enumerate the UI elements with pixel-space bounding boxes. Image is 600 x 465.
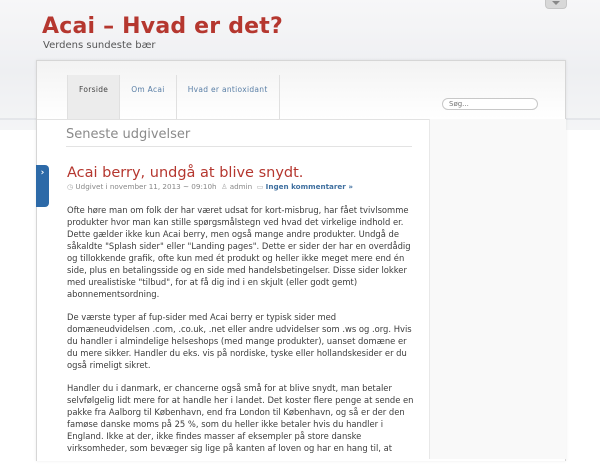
nav-bar	[37, 61, 565, 120]
post-meta	[67, 182, 353, 191]
comment-icon: ▭	[254, 183, 264, 191]
comments-link[interactable]: Ingen kommentarer »	[265, 182, 353, 191]
site-description: Verdens sundeste bær	[43, 40, 156, 51]
section-heading: Seneste udgivelser	[66, 127, 412, 147]
post-date: Udgivet i november 11, 2013 ~ 09:10h	[75, 182, 217, 191]
post-paragraph: Ofte høre man om folk der har været udsat for kort-misbrug, har fået tvivlsomme produkter hvor man kan stille spørgsmålstegn ved hvad det virkelige indhold er. Dette gælder ikke kun Acai berry, men også mange andre produkter. Undgå de såkaldte "Splash sider" eller "Landing pages". Dette er sider der har en overdådig og tillokkende grafik, ofte kun med ét produkt og heller ikke meget mere end én side, plus en betalingsside og en side med handelsbetingelser. Disse sider lokker med urealistiske "tilbud", for at få dig ind i en skjult (eller godt gemt) abonnementsordning.	[67, 205, 411, 299]
post-body	[67, 204, 419, 465]
nav-item-forside[interactable]: Forside	[67, 75, 119, 119]
search-input[interactable]	[442, 98, 538, 110]
nav-item-hvad-er-antioxidant[interactable]: Hvad er antioxidant	[176, 75, 280, 119]
post-title[interactable]: Acai berry, undgå at blive snydt.	[67, 165, 304, 181]
page-container	[36, 60, 566, 461]
chevron-right-icon[interactable]: ›	[36, 165, 49, 207]
main-nav	[67, 75, 280, 119]
clock-icon: ◷	[67, 183, 74, 191]
sidebar	[429, 119, 566, 459]
post-author[interactable]: admin	[229, 182, 253, 191]
post-paragraph: De værste typer af fup-sider med Acai berry er typisk sider med domæneudvidelsen .com, .co.uk, .net eller andre udvidelser som .ws og .org. Hvis du handler i almindelige helseshops (med mange produkter), uanset domæne er du mere sikker. Handler du eks. vis på nordiske, tyske eller hollandskesider er du også rimeligt sikret.	[67, 312, 412, 370]
site-title[interactable]: Acai – Hvad er det?	[42, 14, 283, 39]
nav-item-om-acai[interactable]: Om Acai	[119, 75, 176, 119]
toggle-panel-icon[interactable]	[545, 0, 567, 9]
post-paragraph: Handler du i danmark, er chancerne også små for at blive snydt, man betaler selvfølgelig lidt mere for at handle her i landet. Det koster flere penge at sende en pakke fra Aalborg til København, end fra London til København, og så er der den famøse danske moms på 25 %, som du heller ikke betaler hvis du handler i England. Ikke at der, ikke findes masser af eksempler på store danske virksomheder, som bevæger sig lige på kanten af loven og har en hang til, at	[67, 383, 414, 453]
user-icon: ♙	[218, 183, 228, 191]
